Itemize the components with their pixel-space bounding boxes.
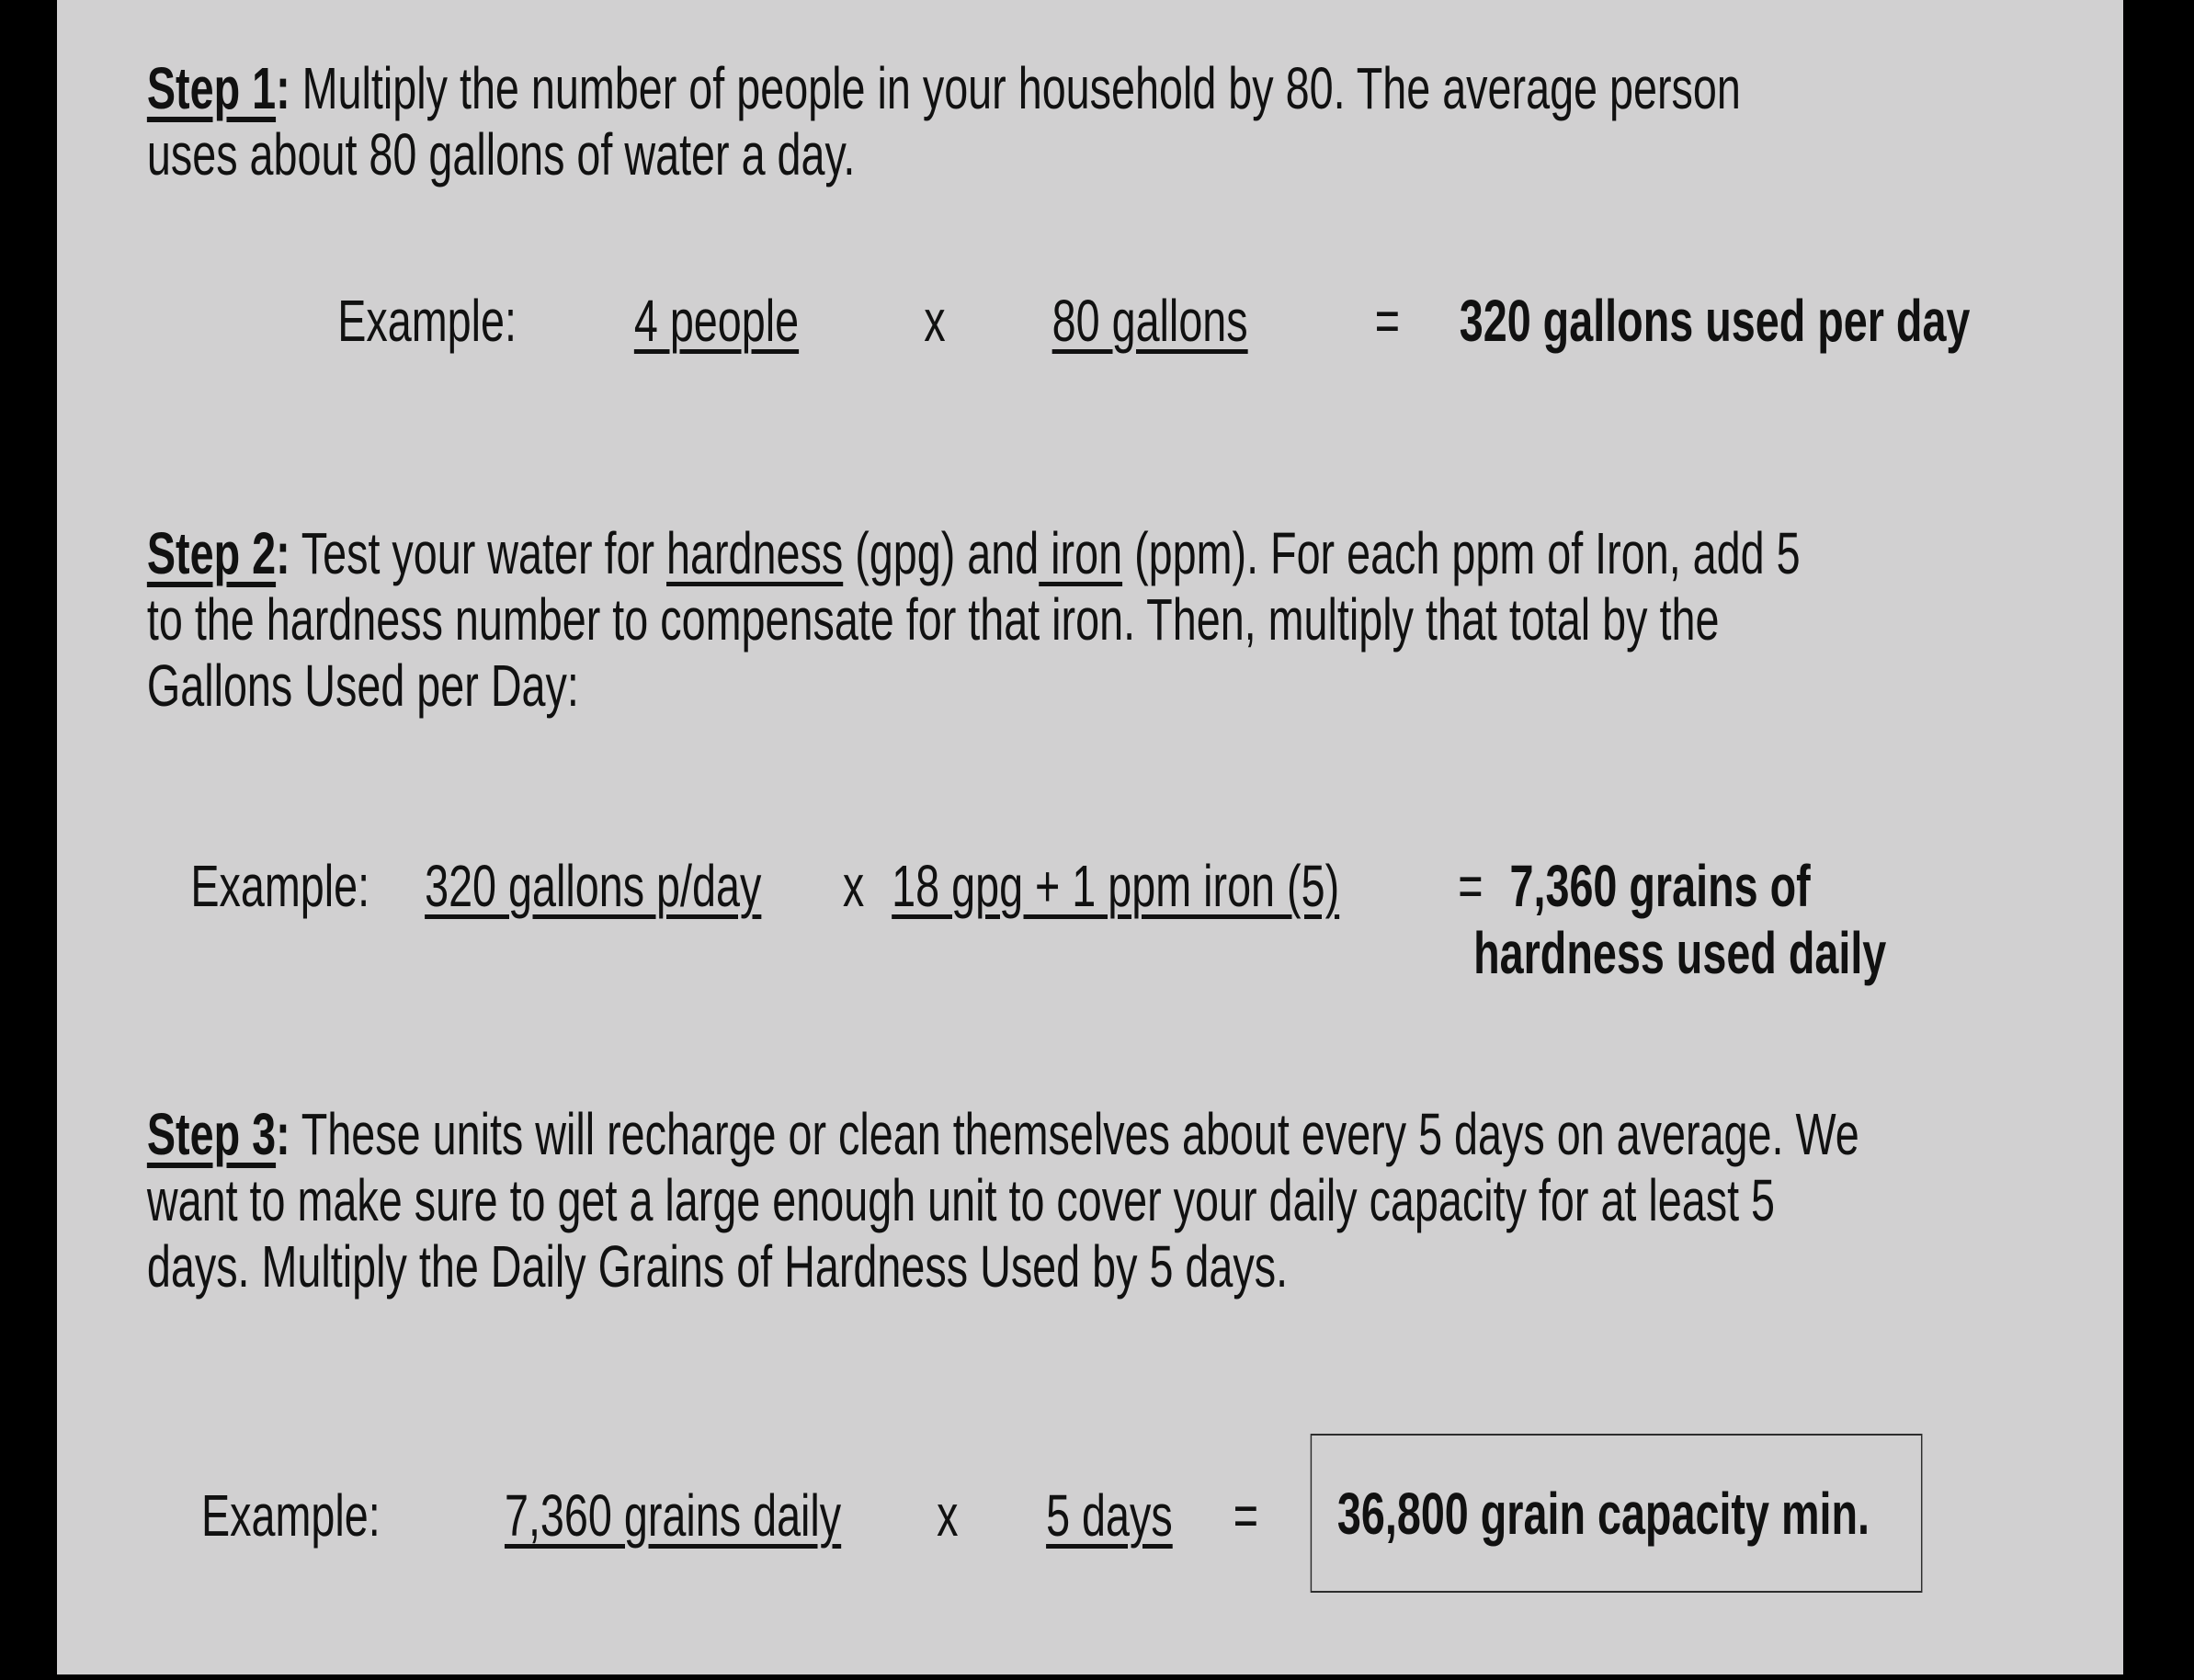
step3-heading: Step 3	[146, 1101, 277, 1167]
step2-colon: :	[276, 520, 290, 586]
step2-text-b: (gpg) and	[843, 520, 1040, 586]
example3-result: 36,800 grain capacity min.	[1336, 1480, 1870, 1547]
step2-heading: Step 2	[146, 520, 277, 586]
step1-colon: :	[276, 55, 290, 121]
example3-label: Example:	[201, 1482, 381, 1549]
step3-text: These units will recharge or clean themselves about every 5 days on average. We	[290, 1101, 1859, 1167]
example2-operand2: 18 gpg + 1 ppm iron (5)	[892, 853, 1340, 919]
step1-paragraph	[147, 55, 1741, 187]
step3-line2: want to make sure to get a large enough unit to cover your daily capacity for at least 5	[146, 1167, 1776, 1233]
example2-result-line1: 7,360 grains of	[1509, 853, 1811, 919]
example1-equals: =	[1374, 288, 1401, 354]
step2-hardness-term: hardness	[666, 520, 844, 586]
step2-line3: Gallons Used per Day:	[146, 653, 579, 719]
example1-operand2: 80 gallons	[1052, 288, 1248, 354]
step3-line1	[147, 1101, 1859, 1167]
example2-label: Example:	[190, 853, 370, 919]
example1-operand1: 4 people	[633, 288, 800, 354]
step2-text-c: (ppm). For each ppm of Iron, add 5	[1122, 520, 1801, 586]
example1-result: 320 gallons used per day	[1459, 288, 1971, 354]
step1-heading: Step 1	[146, 55, 277, 121]
example3-operator: x	[937, 1482, 959, 1549]
example3-result-box	[1311, 1434, 1923, 1593]
step3-line3: days. Multiply the Daily Grains of Hardness Used by 5 days.	[146, 1233, 1289, 1300]
step2-line1	[147, 520, 1801, 586]
step3-paragraph	[147, 1101, 1859, 1300]
example1-label: Example:	[337, 288, 517, 354]
step2-text-a: Test your water for	[290, 520, 667, 586]
step1-line1	[147, 55, 1741, 121]
example2-operator: x	[842, 853, 865, 919]
example3-equals: =	[1233, 1482, 1259, 1549]
example2-operand1: 320 gallons p/day	[425, 853, 762, 919]
example1-operator: x	[924, 288, 946, 354]
step1-line2: uses about 80 gallons of water a day.	[146, 121, 856, 187]
step2-iron-term: iron	[1039, 520, 1123, 586]
step3-colon: :	[276, 1101, 290, 1167]
example3-operand1: 7,360 grains daily	[504, 1482, 842, 1549]
step1-text: Multiply the number of people in your household by 80. The average person	[290, 55, 1741, 121]
example2-equals: =	[1458, 853, 1484, 919]
example2-result-line2: hardness used daily	[1473, 920, 1887, 986]
step2-line2: to the hardness number to compensate for that iron. Then, multiply that total by the	[146, 586, 1720, 653]
example3-operand2: 5 days	[1046, 1482, 1173, 1549]
step2-paragraph	[147, 520, 1801, 719]
